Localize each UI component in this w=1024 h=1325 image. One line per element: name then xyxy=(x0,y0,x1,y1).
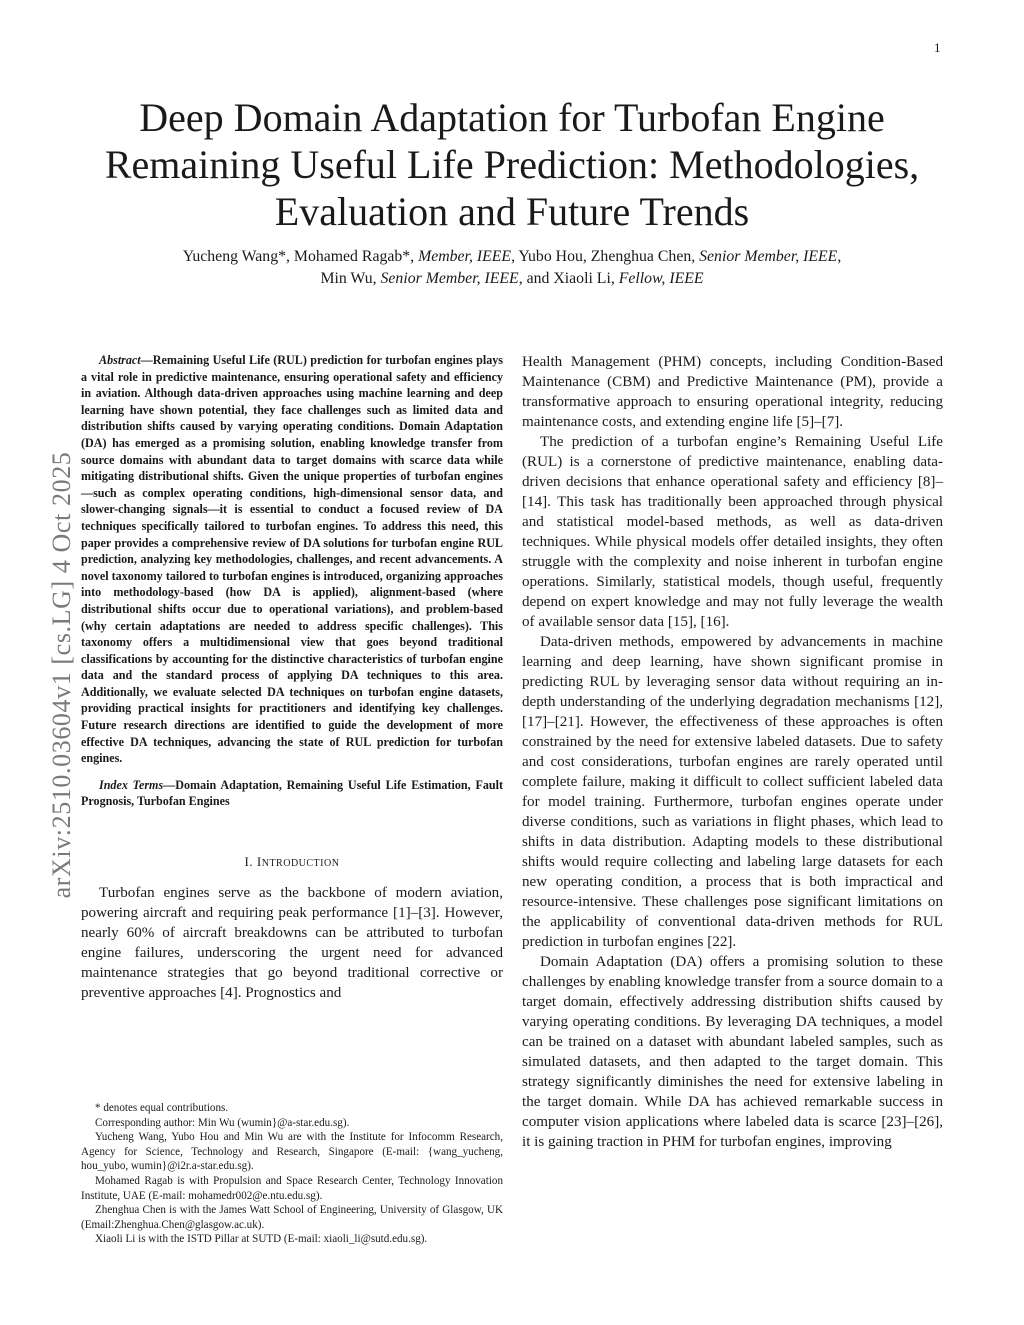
section-heading-introduction: I. INTRODUCTION xyxy=(244,854,340,870)
body-paragraph: Data-driven methods, empowered by advancements in machine learning and deep learning, have shown significant promise in predicting RUL by leveraging sensor data without requiring an in-depth understanding of the underlying degradation mechanisms [12], [17]–[21]. However, the effectiveness of these approaches is often constrained by the need for extensive labeled datasets. Due to safety and cost considerations, turbofan engines are rarely operated until complete failure, making it difficult to collect sufficient labeled data for model training. Furthermore, turbofan engines operate under diverse conditions, such as variations in flight phases, which lead to shifts in data distribution. Adapting models to these distributional shifts would require collecting and labeling large datasets for each new operating condition, a process that is both impractical and resource-intensive. These challenges pose significant limitations on the applicability of conventional data-driven methods for RUL prediction in turbofan engines [22]. xyxy=(522,634,943,950)
author-line-1: Yucheng Wang*, Mohamed Ragab*, Member, IEEE, Yubo Hou, Zhenghua Chen, Senior Member, IEEE, xyxy=(182,248,842,265)
author-line-2: Min Wu, Senior Member, IEEE, and Xiaoli Li, Fellow, IEEE xyxy=(320,270,704,287)
index-terms xyxy=(81,777,503,810)
index-terms-label: Index Terms xyxy=(99,777,164,792)
title-line-3: Evaluation and Future Trends xyxy=(274,189,750,234)
footnote: Mohamed Ragab is with Propulsion and Space Research Center, Technology Innovation Institute, UAE (E-mail: mohamedr002@e.ntu.edu.sg). xyxy=(81,1174,503,1202)
abstract-text: —Remaining Useful Life (RUL) prediction for turbofan engines plays a vital role in predictive maintenance, ensuring operational safety and efficiency in aviation. Although data-driven approaches using machine learning and deep learning have shown potential, they face challenges such as limited data and distribution shifts caused by varying operating conditions. Domain Adaptation (DA) has emerged as a promising solution, enabling knowledge transfer from source domains with abundant data to target domains with scarce data while mitigating distributional shifts. Given the unique properties of turbofan engines—such as complex operating conditions, high-dimensional sensor data, and slower-changing signals—it is essential to conduct a focused review of DA techniques specifically tailored to turbofan engines. To address this need, this paper provides a comprehensive review of DA solutions for turbofan engine RUL prediction, analyzing key methodologies, challenges, and recent advancements. A novel taxonomy tailored to turbofan engines is introduced, organizing approaches into methodology-based (how DA is applied), alignment-based (where distributional shifts occur due to operational variations), and problem-based (why certain adaptations are needed to address specific challenges). This taxonomy offers a multidimensional view that goes beyond traditional classifications by accounting for the distinctive characteristics of turbofan engine data and the standard process of applying DA techniques to this area. Additionally, we evaluate selected DA techniques on turbofan engine datasets, providing practical insights for practitioners and identifying key challenges. Future research directions are identified to guide the development of more effective DA techniques, advancing the state of RUL prediction for turbofan engines. xyxy=(81,353,503,766)
footnote: Yucheng Wang, Yubo Hou and Min Wu are with the Institute for Infocomm Research, Agency for Science, Technology and Research, Singapore (E-mail: {wang_yucheng, hou_yubo, wumin}@i2r.a-star.edu.sg). xyxy=(81,1131,503,1173)
intro-paragraph-1: Turbofan engines serve as the backbone of modern aviation, powering aircraft and requiring peak performance [1]–[3]. However, nearly 60% of aircraft breakdowns can be attributed to turbofan engine failures, underscoring the urgent need for advanced maintenance strategies that go beyond traditional corrective or preventive approaches [4]. Prognostics and xyxy=(81,885,503,1002)
title-line-2: Remaining Useful Life Prediction: Methodologies, xyxy=(104,142,920,187)
page-number: 1 xyxy=(934,40,941,55)
footnote: Zhenghua Chen is with the James Watt School of Engineering, University of Glasgow, UK (Email:Zhenghua.Chen@glasgow.ac.uk). xyxy=(81,1204,503,1231)
footnote: Corresponding author: Min Wu (wumin}@a-star.edu.sg). xyxy=(95,1116,350,1129)
abstract-label: Abstract xyxy=(99,353,141,367)
footnote: * denotes equal contributions. xyxy=(95,1102,229,1114)
abstract xyxy=(81,352,503,767)
paper-title xyxy=(60,94,964,235)
index-terms-text: —Domain Adaptation, Remaining Useful Life Estimation, Fault Prognosis, Turbofan Engines xyxy=(81,777,503,809)
footnote: Xiaoli Li is with the ISTD Pillar at SUTD (E-mail: xiaoli_li@sutd.edu.sg). xyxy=(95,1233,428,1246)
footnotes xyxy=(81,1101,503,1247)
arxiv-identifier: arXiv:2510.03604v1 [cs.LG] 4 Oct 2025 xyxy=(47,451,76,899)
body-paragraph: The prediction of a turbofan engine’s Remaining Useful Life (RUL) is a cornerstone of predictive maintenance, enabling data-driven decisions that enhance operational safety and efficiency [8]–[14]. This task has traditionally been approached through physical and statistical model-based methods, as well as data-driven techniques. While physical models offer detailed insights, they often struggle with the complexity and noise inherent in turbofan engine operations. Similarly, statistical models, though useful, frequently depend on expert knowledge and may not fully leverage the wealth of available sensor data [15], [16]. xyxy=(522,434,943,630)
body-paragraph: Health Management (PHM) concepts, including Condition-Based Maintenance (CBM) and Predictive Maintenance (PM), provide a transformative approach to ensuring operational integrity, reducing maintenance costs, and extending engine life [5]–[7]. xyxy=(522,354,943,430)
left-column xyxy=(81,352,503,1003)
right-column xyxy=(522,352,943,1152)
body-paragraph: Domain Adaptation (DA) offers a promising solution to these challenges by enabling knowledge transfer from a source domain to a target domain, effectively addressing distribution shifts caused by varying operating conditions. By leveraging DA techniques, a model can be trained on a dataset with abundant labeled samples, such as simulated datasets, and then adapted to the target domain. This strategy significantly diminishes the need for extensive labeling in the target domain. While DA has achieved remarkable success in computer vision applications where labeled data is scarce [23]–[26], it is gaining traction in PHM for turbofan engines, improving xyxy=(522,954,943,1150)
title-line-1: Deep Domain Adaptation for Turbofan Engine xyxy=(139,95,885,140)
author-list xyxy=(80,246,944,290)
